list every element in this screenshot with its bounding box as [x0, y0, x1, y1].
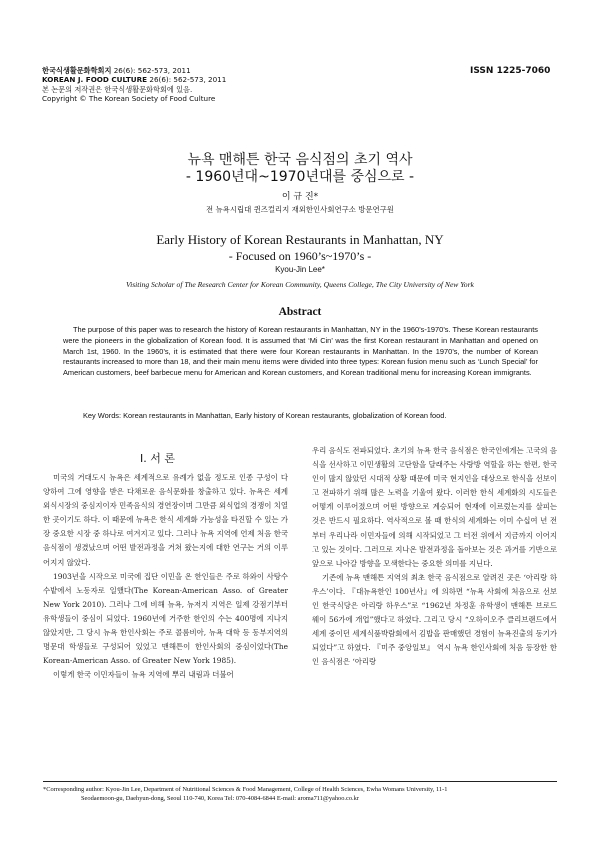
issn: ISSN 1225-7060	[470, 66, 551, 76]
journal-header	[42, 66, 226, 104]
paragraph: 미국의 거대도시 뉴욕은 세계적으로 유례가 없을 정도로 인종 구성이 다양하여 그에 영향을 받은 다채로운 음식문화를 창출하고 있다. 뉴욕은 세계 외식시장의 중심지이자 민족음식의 경연장이며 그만큼 외식업의 경쟁이 치열한 곳이기도 하다. 이 때문에 뉴욕은 한식 세계화 가능성을 타진할 수 있는 가장 중요한 시장 중 하나로 여겨지고 있다. 그러나 뉴욕 지역에 언제 처음 한국 음식점이 생겼났으며 어떤 발전과정을 거쳐 왔는지에 대한 연구는 거의 이루어지지 않았다.	[43, 473, 288, 567]
korean-subtitle: - 1960년대~1970년대를 중심으로 -	[185, 169, 415, 185]
footnote-line: *Corresponding author: Kyou-Jin Lee, Department of Nutritional Sciences & Food Management, College of Health Sciences, Ewha Womans University, 11-1	[43, 786, 448, 793]
journal-cite-en: 26(6): 562-573, 2011	[149, 75, 227, 85]
journal-name-kr: 한국식생활문화학회지	[42, 66, 112, 75]
section-heading-introduction: I. 서 론	[140, 452, 175, 465]
korean-title: 뉴욕 맨해튼 한국 음식점의 초기 역사	[187, 152, 413, 168]
paragraph: 이렇게 한국 이민자들이 뉴욕 지역에 뿌리 내림과 더불어	[53, 670, 234, 680]
paragraph: 기존에 뉴욕 맨해튼 지역의 최초 한국 음식점으로 알려진 곳은 ‘아리랑 하우스’이다. 『대뉴욕한인 100년사』에 의하면 “뉴욕 사회에 처음으로 선보인 한국식당은 아리랑 하우스”로 “1962년 차정훈 유학생이 맨해튼 브로드웨이 56가에 개업”했다고 하였다. 그리고 당시 “오하이오주 클리브랜드에서 세계 중이던 세계식품박람회에서 김밥을 판매했던 경험이 뉴욕진출의 동기가 되었다”고 하였다. 『미주 중앙일보』 역시 뉴욕 한인사회에 처음 등장한 한인 음식점은 ‘아리랑	[312, 572, 557, 667]
affiliation-korean: 전 뉴욕시립대 퀸즈컬리지 재외한인사회연구소 방문연구원	[206, 205, 394, 214]
copyright-note: 본 논문의 저작권은 한국식생활문화학회에 있음.	[42, 84, 193, 94]
copyright-line: Copyright © The Korean Society of Food Culture	[42, 94, 216, 104]
journal-name-en: KOREAN J. FOOD CULTURE	[42, 75, 148, 85]
left-column	[43, 471, 288, 759]
footnote-line: Seodaemoon-gu, Daehyun-dong, Seoul 110-740, Korea Tel: 070-4084-6844 E-mail: aroma711@yahoo.co.kr	[81, 795, 359, 802]
english-title: Early History of Korean Restaurants in Manhattan, NY	[156, 232, 444, 247]
abstract-heading: Abstract	[278, 306, 322, 318]
author-korean: 이 규 진*	[281, 192, 319, 202]
journal-cite-kr: 26(6): 562-573, 2011	[113, 66, 191, 75]
author-english: Kyou-Jin Lee*	[275, 265, 325, 274]
paragraph: 우리 음식도 전파되었다. 초기의 뉴욕 한국 음식점은 한국인에게는 고국의 음식을 선사하고 이민생활의 고단함을 달래주는 사랑방 역할을 하는 한편, 한국인이 많지 않았던 시대적 상황 때문에 미국 현지인을 대상으로 한식을 선보이고 전파하기 위해 많은 노력을 기울여 왔다. 이러한 한식 세계화의 시도들은 어떻게 이루어졌으며 어떤 방향으로 계승되어 현재에 이르렀는지를 살피는 것은 반드시 필요하다. 역사적으로 볼 때 한식의 세계화는 이미 수십여 년 전부터 우리나라 이민자들에 의해 시작되었고 그 터전 위에서 지금까지 이어지고 있는 것이다. 그러므로 지나온 발전과정을 돌아보는 것은 과거를 기반으로 앞으로 나아갈 방향을 모색한다는 중요한 의미를 지닌다.	[312, 446, 557, 568]
abstract-text: The purpose of this paper was to research the history of Korean restaurants in Manhattan, NY in the 1960’s-1970’s. These Korean restaurants were the pioneers in the globalization of Korean food. It is assumed that ‘Mi Cin’ was the first Korean restaurant in Manhattan and opened on March 1st, 1960. In the 1960’s, it is estimated that there were four Korean restaurants in Manhattan. In the 1970’s, the number of Korean restaurants increased to more than 18, and their main menu items were divided into three types: Korean fusion menu such as ‘Lunch Special’ for American customers, beef barbecue menu for American and Korean customers, and Korean traditional menu for increasing Korean immigrants.	[63, 325, 538, 378]
right-column	[312, 444, 557, 769]
english-subtitle: - Focused on 1960’s~1970’s -	[228, 249, 372, 263]
affiliation-english: Visiting Scholar of The Research Center for Korean Community, Queens College, The City University of New York	[126, 280, 474, 289]
footnote-rule	[43, 781, 557, 782]
footnote	[43, 785, 557, 803]
keywords: Key Words: Korean restaurants in Manhattan, Early history of Korean restaurants, globalization of Korean food.	[83, 411, 447, 420]
paragraph: 1903년을 시작으로 미국에 집단 이민을 온 한인들은 주로 하와이 사탕수수밭에서 노동자로 일했다(The Korean-American Asso. of Greater New York 2010). 그러나 그에 비해 뉴욕, 뉴저지 지역은 일제 강점기부터 유학생들이 중심이 되었다. 1960년에 거주한 한인의 수는 400명에 지나지 않았지만, 그 당시 뉴욕 한인사회는 주로 콜롬비아, 뉴욕 대학 등 동부지역의 명문대 학생들로 구성되어 있었고 맨해튼이 한인사회의 중심이었다(The Korean-American Asso. of Greater New York 1985).	[43, 571, 288, 666]
